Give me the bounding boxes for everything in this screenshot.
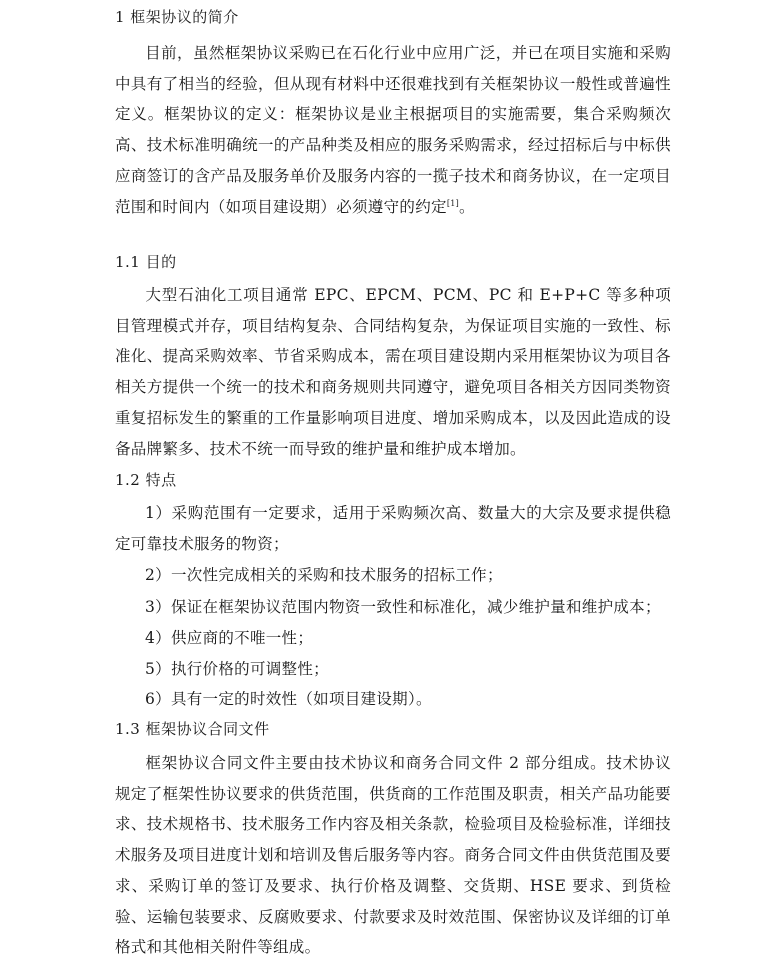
- section-1-3-text: 框架协议合同文件主要由技术协议和商务合同文件 2 部分组成。技术协议规定了框架性协议要求的供货范围，供货商的工作范围及职责，相关产品功能要求、技术规格书、技术服务工作内容及相关条款，检验项目及检验标准，详细技术服务及项目进度计划和培训及售后服务等内容。商务合同文件由供货范围及要求、采购订单的签订及要求、执行价格及调整、交货期、HSE 要求、到货检验、运输包装要求、反腐败要求、付款要求及时效范围、保密协议及详细的订单格式和其他相关附件等组成。: [115, 754, 671, 957]
- section-1-3-paragraph: [115, 748, 671, 963]
- citation-ref[interactable]: [1]: [446, 198, 460, 208]
- feature-item-1: [115, 498, 671, 559]
- section-1-2-heading: 1.2 特点: [115, 471, 177, 489]
- section-1-1-heading: 1.1 目的: [115, 253, 177, 271]
- feature-item-1-text: 1）采购范围有一定要求，适用于采购频次高、数量大的大宗及要求提供稳定可靠技术服务的物资；: [115, 504, 671, 553]
- feature-item-2: 2）一次性完成相关的采购和技术服务的招标工作；: [145, 566, 503, 584]
- feature-item-3: 3）保证在框架协议范围内物资一致性和标准化，减少维护量和维护成本；: [145, 598, 661, 616]
- section-1-3-heading: 1.3 框架协议合同文件: [115, 720, 270, 738]
- section-1-1-paragraph: [115, 280, 671, 464]
- section-1-1-text: 大型石油化工项目通常 EPC、EPCM、PCM、PC 和 E+P+C 等多种项目管理模式并存，项目结构复杂、合同结构复杂，为保证项目实施的一致性、标准化、提高采购效率、节省采购成本，需在项目建设期内采用框架协议为项目各相关方提供一个统一的技术和商务规则共同遵守，避免项目各相关方因同类物资重复招标发生的繁重的工作量影响项目进度、增加采购成本，以及因此造成的设备品牌繁多、技术不统一而导致的维护量和维护成本增加。: [115, 286, 671, 458]
- feature-item-4: 4）供应商的不唯一性；: [145, 629, 314, 647]
- section-1-end: 。: [459, 197, 475, 216]
- section-1-heading: 1 框架协议的简介: [115, 8, 239, 26]
- section-1-paragraph: [115, 38, 671, 222]
- section-1-text: 目前，虽然框架协议采购已在石化行业中应用广泛，并已在项目实施和采购中具有了相当的经验，但从现有材料中还很难找到有关框架协议一般性或普遍性定义。框架协议的定义：框架协议是业主根据项目的实施需要，集合采购频次高、技术标准明确统一的产品种类及相应的服务采购需求，经过招标后与中标供应商签订的含产品及服务单价及服务内容的一揽子技术和商务协议，在一定项目范围和时间内（如项目建设期）必须遵守的约定: [115, 44, 671, 216]
- feature-item-5: 5）执行价格的可调整性；: [145, 660, 329, 678]
- feature-item-6: 6）具有一定的时效性（如项目建设期）。: [145, 690, 432, 708]
